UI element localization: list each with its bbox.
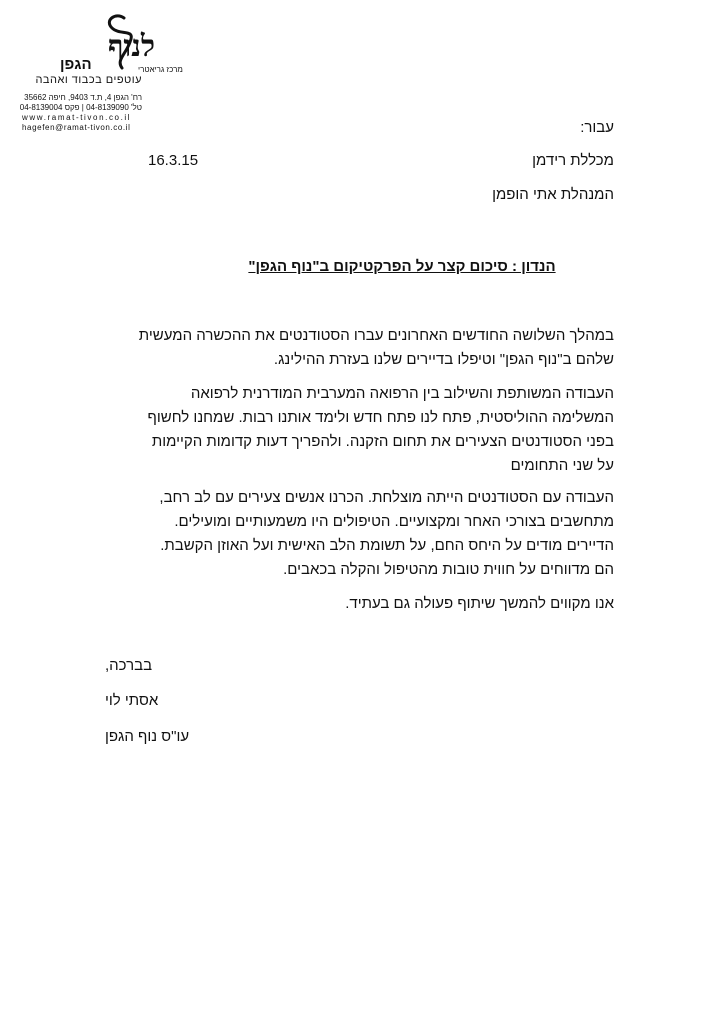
logo-email: hagefen@ramat-tivon.co.il xyxy=(22,123,131,132)
body-line: הם מדווחים על חווית טובות מהטיפול והקלה בכאבים. xyxy=(283,561,614,578)
body-line: העבודה המשותפת והשילוב בין הרפואה המערבית המודרנית לרפואה xyxy=(190,385,614,402)
paragraph xyxy=(104,382,614,478)
body-line: על שני התחומים xyxy=(510,457,614,474)
body-line: מתחשבים בצורכי האחר ומקצועיים. הטיפולים היו משמעותיים ומועילים. xyxy=(174,513,614,530)
leaf-logo-icon xyxy=(20,14,183,74)
logo-tagline: עוטפים בכבוד ואהבה xyxy=(35,74,142,86)
logo-address: רח' הגפן 4, ת.ד 9403, חיפה 35662 xyxy=(24,93,142,102)
paragraph xyxy=(104,592,614,616)
logo-subtitle: מרכז גריאטרי xyxy=(138,65,183,74)
body-line: במהלך השלושה החודשים האחרונים עברו הסטודנטים את ההכשרה המעשית xyxy=(138,327,614,344)
letter-body xyxy=(104,324,614,616)
signature-role: עו"ס נוף הגפן xyxy=(105,728,190,745)
recipient-person: המנהלת אתי הופמן xyxy=(492,186,614,203)
body-line: שלהם ב"נוף הגפן" וטיפלו בדיירים שלנו בעזרת ההילינג. xyxy=(273,351,614,368)
body-line: המשלימה ההוליסטית, פתח לנו פתח חדש ולימד אותנו רבות. שמחנו לחשוף xyxy=(147,409,614,426)
paragraph xyxy=(104,324,614,372)
body-line: הדיירים מודים על היחס החם, על תשומת הלב האישית ועל האוזן הקשבת. xyxy=(160,537,614,554)
company-logo xyxy=(20,14,183,74)
recipient-label: עבור: xyxy=(580,119,614,136)
closing-greeting: בברכה, xyxy=(105,657,153,674)
recipient-organization: מכללת רידמן xyxy=(532,152,614,169)
body-line: העבודה עם הסטודנטים הייתה מוצלחת. הכרנו אנשים צעירים עם לב רחב, xyxy=(159,489,614,506)
logo-wordmark-big: לנוף xyxy=(108,30,156,63)
signature-name: אסתי לוי xyxy=(105,692,159,709)
body-line: אנו מקווים להמשך שיתוף פעולה גם בעתיד. xyxy=(345,595,614,612)
logo-wordmark-small: הגפן xyxy=(60,56,92,73)
paragraph xyxy=(104,486,614,582)
logo-website: www.ramat-tivon.co.il xyxy=(22,113,132,122)
logo-phone: טל' 04-8139090 | פקס 04-8139004 xyxy=(19,103,142,112)
body-line: בפני הסטודנטים הצעירים את תחום הזקנה. ולהפריך דעות קדומות הקיימות xyxy=(151,433,614,450)
letter-subject: הנדון : סיכום קצר על הפרקטיקום ב"נוף הגפן" xyxy=(248,258,556,275)
letter-date: 16.3.15 xyxy=(148,152,199,169)
